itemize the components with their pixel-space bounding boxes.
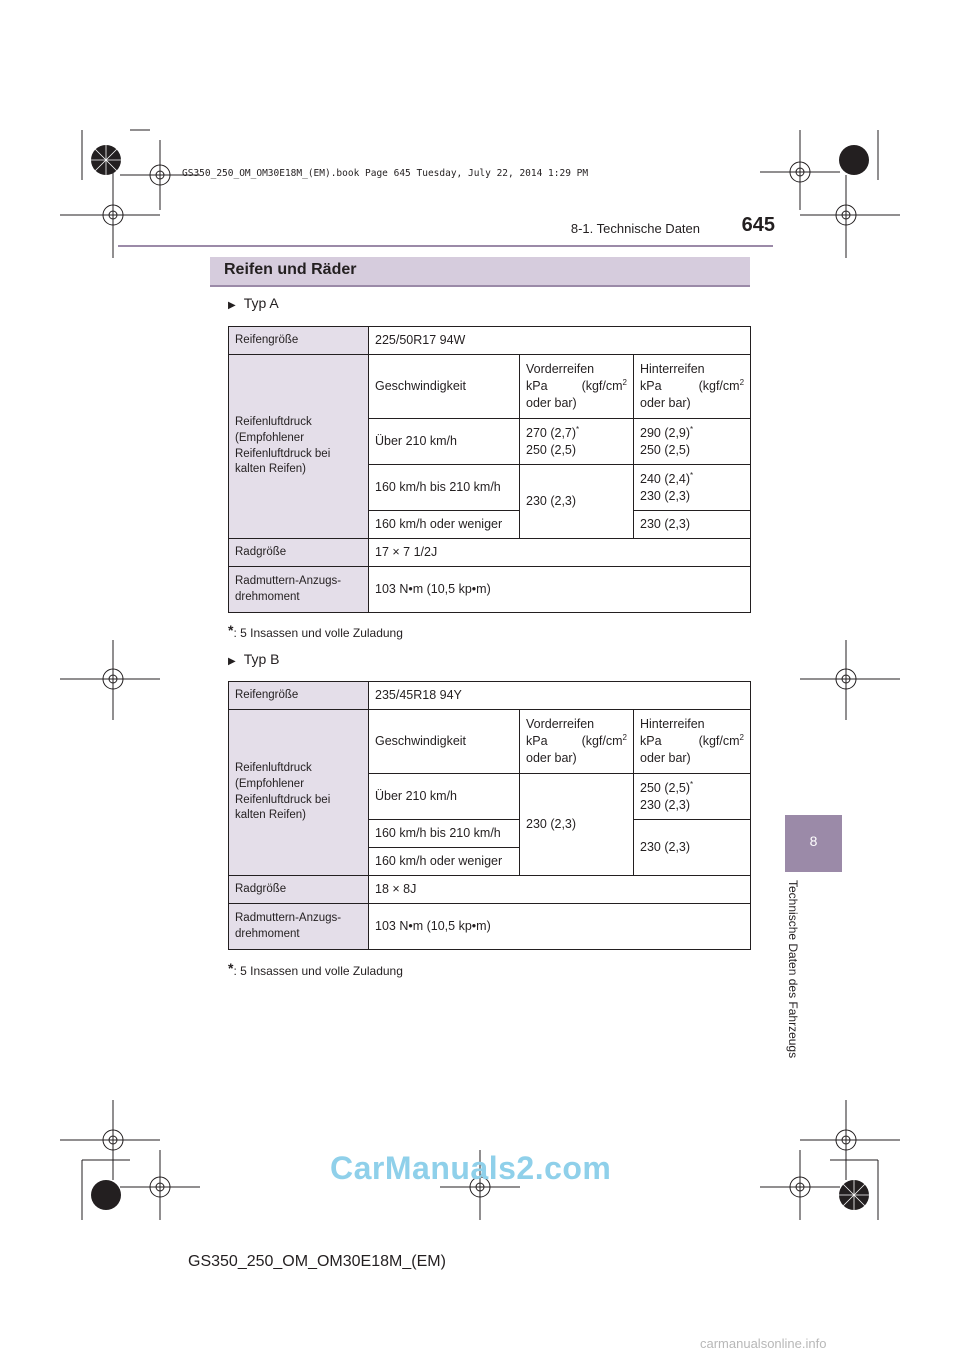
rear-pressure-160-and-below: 230 (2,3) [634,820,751,876]
type-a-footnote: *: 5 Insassen und volle Zuladung [228,622,403,640]
front-pressure-160-210: 230 (2,3) [520,465,634,539]
footer-document-code: GS350_250_OM_OM30E18M_(EM) [188,1253,446,1270]
tire-size-value: 235/45R18 94Y [369,682,751,710]
table-row [229,682,751,710]
torque-label: Radmuttern-Anzugs-drehmoment [229,567,369,613]
triangle-bullet-icon: ▶ [228,300,236,311]
torque-label: Radmuttern-Anzugs-drehmoment [229,904,369,950]
wheel-size-value: 17 × 7 1/2J [369,539,751,567]
speed-header: Geschwindigkeit [369,355,520,419]
rear-tire-header: Hinterreifen kPa ($kgf/cm^2$ oder bar) [634,355,751,419]
speed-160-or-less: 160 km/h oder weniger [369,511,520,539]
rear-tire-header: Hinterreifen kPa ($kgf/cm^2$ oder bar) [634,710,751,774]
tire-size-label: Reifengröße [229,682,369,710]
rear-pressure-over-210: 290 (2,9)* 250 (2,5) [634,419,751,465]
speed-160-to-210: 160 km/h bis 210 km/h [369,820,520,848]
page-number: 645 [741,214,775,236]
tire-size-value: 225/50R17 94W [369,327,751,355]
rear-pressure-160-or-less: 230 (2,3) [634,511,751,539]
triangle-bullet-icon: ▶ [228,656,236,667]
chapter-number: 8 [809,833,818,849]
chapter-tab [785,815,842,872]
speed-header: Geschwindigkeit [369,710,520,774]
chapter-title-vertical: Technische Daten des Fahrzeugs [786,880,800,1059]
section-heading: Reifen und Räder [224,261,357,278]
torque-value: 103 N•m (10,5 kp•m) [369,567,751,613]
table-row [229,876,751,904]
watermark-carmanuals2: CarManuals2.com [330,1150,612,1186]
rear-pressure-160-210: 240 (2,4)* 230 (2,3) [634,465,751,511]
speed-160-to-210: 160 km/h bis 210 km/h [369,465,520,511]
rear-pressure-over-210: 250 (2,5)* 230 (2,3) [634,774,751,820]
table-row [229,904,751,950]
front-pressure-over-210: 270 (2,7)* 250 (2,5) [520,419,634,465]
wheel-size-label: Radgröße [229,539,369,567]
type-b-footnote: *: 5 Insassen und volle Zuladung [228,960,403,978]
speed-160-or-less: 160 km/h oder weniger [369,848,520,876]
header-divider [118,245,773,247]
front-tire-header: Vorderreifen kPa ($kgf/cm^2$ oder bar) [520,355,634,419]
speed-over-210: Über 210 km/h [369,419,520,465]
type-a-label: ▶ Typ A [228,295,279,311]
table-row [229,539,751,567]
front-tire-header: Vorderreifen kPa ($kgf/cm^2$ oder bar) [520,710,634,774]
type-b-table [228,681,751,950]
type-b-label: ▶ Typ B [228,651,280,667]
type-a-table [228,326,751,613]
torque-value: 103 N•m (10,5 kp•m) [369,904,751,950]
wheel-size-value: 18 × 8J [369,876,751,904]
table-row [229,355,751,419]
table-row [229,567,751,613]
section-heading-bar [210,257,750,287]
pressure-label: Reifenluftdruck (Empfohlener Reifenluftdruck bei kalten Reifen) [229,710,369,876]
table-row [229,327,751,355]
pressure-label: Reifenluftdruck (Empfohlener Reifenluftdruck bei kalten Reifen) [229,355,369,539]
tire-size-label: Reifengröße [229,327,369,355]
book-file-label: GS350_250_OM_OM30E18M_(EM).book Page 645 Tuesday, July 22, 2014 1:29 PM [182,168,589,179]
watermark-carmanualsonline: carmanualsonline.info [700,1336,827,1351]
header-section-title: 8-1. Technische Daten [570,221,700,236]
wheel-size-label: Radgröße [229,876,369,904]
table-row [229,710,751,774]
speed-over-210: Über 210 km/h [369,774,520,820]
front-pressure-all: 230 (2,3) [520,774,634,876]
